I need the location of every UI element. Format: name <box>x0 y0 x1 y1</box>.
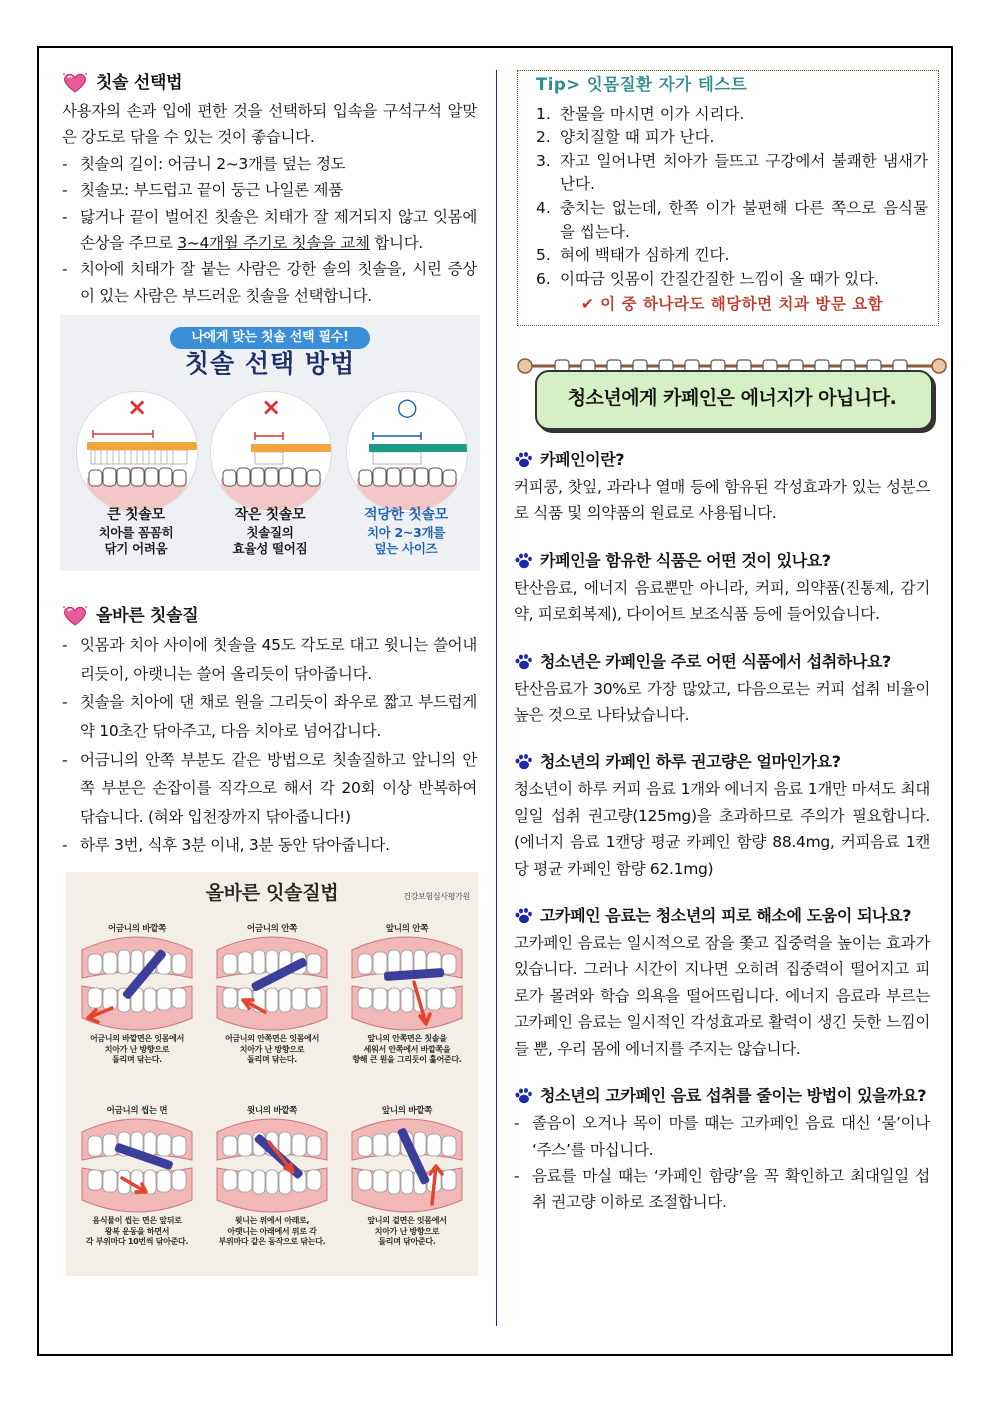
caption-line: 치아를 꼼꼼히 <box>98 525 174 541</box>
paw-icon <box>514 753 532 771</box>
caption-line: 치아가 난 방향으로 <box>239 1044 305 1054</box>
caption-line: 왕복 운동을 하면서 <box>104 1226 170 1236</box>
question <box>514 648 930 676</box>
paw-icon <box>514 552 532 570</box>
method-title: 올바른 잇솔질법 <box>205 882 339 904</box>
org-logo: 건강보험심사평가원 <box>403 892 470 901</box>
left-column <box>62 68 477 1276</box>
illustration-pill: 나에게 맞는 칫솔 선택 필수! <box>170 327 370 349</box>
brush-caption-right <box>341 507 471 557</box>
caption-line: 윗니는 위에서 아래로, <box>234 1216 310 1225</box>
tip-text: 찬물을 마시면 이가 시리다. <box>560 104 745 123</box>
caption-head: 작은 칫솔모 <box>234 507 306 524</box>
caption-line: 아랫니는 아래에서 위로 각 <box>227 1226 317 1236</box>
heart-icon <box>62 72 88 94</box>
tip-text: 혀에 백태가 심하게 낀다. <box>560 246 730 265</box>
list-item: - 칫솔모: 부드럽고 끝이 둥근 나일론 제품 <box>62 177 477 203</box>
tip-list <box>536 103 928 292</box>
tip-item <box>536 126 928 150</box>
question-text: 카페인을 함유한 식품은 어떤 것이 있나요? <box>540 550 831 570</box>
question-text: 고카페인 음료는 청소년의 피로 해소에 도움이 되나요? <box>540 906 912 926</box>
question-text: 카페인이란? <box>540 450 625 469</box>
brush-circle-small <box>210 391 332 513</box>
list-item: - 칫솔의 길이: 어금니 2~3개를 덮는 정도 <box>62 151 477 177</box>
caption-line: 음식물이 씹는 면은 앞뒤로 <box>92 1216 182 1225</box>
method-cell <box>72 916 202 1066</box>
tip-box <box>517 70 939 326</box>
caption-line: 치아가 난 방향으로 <box>374 1226 440 1236</box>
qa-block <box>514 902 930 1062</box>
brush-selection-illustration <box>60 315 480 571</box>
paw-icon <box>514 653 532 671</box>
caption-head: 적당한 칫솔모 <box>364 507 448 524</box>
list-item-text: 합니다. <box>374 234 424 253</box>
method-caption <box>207 1216 337 1248</box>
question-text: 청소년은 카페인을 주로 어떤 식품에서 섭취하나요? <box>540 651 891 671</box>
mouth-icon <box>209 930 335 1032</box>
question <box>514 1082 930 1110</box>
tip-item <box>536 268 928 292</box>
list-item: - 어금니의 안쪽 부분도 같은 방법으로 칫솔질하고 앞니의 안쪽 부분은 손잡이를 직각으로 해서 각 20회 이상 반복하여 닦습니다. (혀와 입천장까지 닦아줍니다!) <box>62 746 477 832</box>
brush-select-intro: 사용자의 손과 입에 편한 것을 선택하되 입속을 구석구석 알맞은 강도로 닦을 수 있는 것이 좋습니다. <box>62 102 477 147</box>
brush-caption-large <box>71 507 201 557</box>
method-caption <box>207 1034 337 1066</box>
paw-icon <box>514 451 532 469</box>
answer: 고카페인 음료는 일시적으로 잠을 쫓고 집중력을 높이는 효과가 있습니다. 그러나 시간이 지나면 오히려 집중력이 떨어지고 피로가 몰려와 학습 의욕을 떨어뜨립니다. 에너지 음료라 부르는 고카페인 음료는 일시적인 각성효과로 활력이 생긴 듯한 느낌이 들 뿐, 우리 몸에 에너지를 주지는 않습니다. <box>514 934 930 1058</box>
caption-line: 돌리며 닦는다. <box>247 1055 297 1064</box>
tip-item <box>536 197 928 244</box>
brush-select-list <box>62 151 477 309</box>
tip-number: 6. <box>536 269 551 288</box>
caption-line: 각 부위마다 10번씩 닦아준다. <box>85 1237 189 1246</box>
method-caption <box>72 1034 202 1066</box>
qa-block <box>514 547 930 628</box>
brushing-method-illustration <box>66 872 478 1276</box>
method-label: 앞니의 바깥쪽 <box>381 1106 433 1116</box>
right-column <box>514 446 930 1216</box>
x-mark: × <box>127 393 147 422</box>
caption-head: 큰 칫솔모 <box>107 507 165 524</box>
qa-block <box>514 1082 930 1216</box>
method-cell <box>342 1098 472 1248</box>
caption-line: 칫솔질의 <box>246 525 294 541</box>
heart-icon <box>62 605 88 627</box>
method-cell <box>207 916 337 1066</box>
list-item: - 잇몸과 치아 사이에 칫솔을 45도 각도로 대고 윗니는 쓸어내리듯이, 아랫니는 쓸어 올리듯이 닦아줍니다. <box>62 631 477 688</box>
qa-block <box>514 446 930 527</box>
question <box>514 547 930 575</box>
method-label: 윗니의 바깥쪽 <box>246 1106 298 1116</box>
brush-caption-small <box>205 507 335 557</box>
tip-number: 3. <box>536 151 551 170</box>
method-label: 앞니의 안쪽 <box>385 924 429 934</box>
underlined-text: 3~4개월 주기로 칫솔을 교체 <box>177 234 370 253</box>
brush-circle-large <box>76 391 198 513</box>
answer: 청소년이 하루 커피 음료 1개와 에너지 음료 1개만 마셔도 최대일일 섭취 권고량(125mg)을 초과하므로 주의가 필요합니다. (에너지 음료 1캔당 평균 카페인 함량 88.4mg, 커피음료 1캔당 평균 카페인 함량 62.1mg) <box>514 780 930 878</box>
caption-line: 어금니의 바깥면은 잇몸에서 <box>89 1034 185 1043</box>
qa-block <box>514 648 930 729</box>
list-item: - 칫솔을 치아에 댄 채로 원을 그리듯이 좌우로 짧고 부드럽게 약 10초간 닦아주고, 다음 치아로 넘어갑니다. <box>62 688 477 745</box>
tip-text: 이따금 잇몸이 간질간질한 느낌이 올 때가 있다. <box>560 269 879 288</box>
tip-text: 충치는 없는데, 한쪽 이가 불편해 다른 쪽으로 음식물을 씹는다. <box>560 198 928 241</box>
brush-select-title: 칫솔 선택법 <box>96 73 183 93</box>
brush-select-heading <box>62 68 477 98</box>
tip-text: 자고 일어나면 치아가 들뜨고 구강에서 불쾌한 냄새가 난다. <box>560 151 928 194</box>
caption-line: 치아가 난 방향으로 <box>104 1044 170 1054</box>
qa-block <box>514 748 930 882</box>
method-cell <box>342 916 472 1066</box>
question-text: 청소년의 카페인 하루 권고량은 얼마인가요? <box>540 752 841 772</box>
reduce-list <box>514 1110 930 1216</box>
method-label: 어금니의 바깥쪽 <box>107 924 167 934</box>
illustration-title: 칫솔 선택 방법 <box>184 349 356 379</box>
answer: 탄산음료, 에너지 음료뿐만 아니라, 커피, 의약품(진통제, 감기약, 피로회복제), 다이어트 보조식품 등에 들어있습니다. <box>514 578 930 624</box>
mouth-icon <box>74 930 200 1032</box>
tip-title: Tip> 잇몸질환 자가 테스트 <box>536 75 748 94</box>
brushing-list <box>62 631 477 860</box>
paw-icon <box>514 907 532 925</box>
x-mark: × <box>261 393 281 422</box>
caption-line: 돌리며 닦아준다. <box>378 1237 436 1246</box>
mouth-icon <box>344 1112 470 1214</box>
tip-text: 양치질할 때 피가 난다. <box>560 128 715 147</box>
caption-line: 부위마다 같은 동작으로 닦는다. <box>218 1237 326 1246</box>
method-caption <box>342 1216 472 1248</box>
mouth-icon <box>74 1112 200 1214</box>
caption-line: 닦기 어려움 <box>104 541 168 557</box>
tip-number: 4. <box>536 198 551 217</box>
caption-line: 세워서 안쪽에서 바깥쪽을 <box>363 1044 451 1054</box>
question <box>514 902 930 930</box>
caffeine-banner <box>515 352 949 436</box>
method-cell <box>72 1098 202 1248</box>
question <box>514 446 930 474</box>
method-caption <box>72 1216 202 1248</box>
list-item-text: 닳거나 끝이 벌어진 칫솔은 치태가 잘 제거되지 않고 잇몸에 손상을 주므로 <box>80 207 477 253</box>
brush-circle-right <box>346 391 468 513</box>
paw-icon <box>514 1087 532 1105</box>
tip-item <box>536 244 928 268</box>
question-text: 청소년의 고카페인 음료 섭취를 줄이는 방법이 있을까요? <box>540 1086 927 1106</box>
method-cell <box>207 1098 337 1248</box>
o-mark: ○ <box>396 393 418 422</box>
caption-line: 앞니의 겉면은 잇몸에서 <box>367 1216 447 1225</box>
mouth-icon <box>209 1112 335 1214</box>
answer: 탄산음료가 30%로 가장 많았고, 다음으로는 커피 섭취 비율이 높은 것으로 나타났습니다. <box>514 679 930 725</box>
method-label: 어금니의 안쪽 <box>246 924 298 934</box>
caption-line: 덮는 사이즈 <box>374 541 438 557</box>
list-item: - 음료를 마실 때는 ‘카페인 함량’을 꼭 확인하고 최대일일 섭취 권고량 이하로 조절합니다. <box>514 1163 930 1216</box>
list-item <box>62 204 477 257</box>
list-item: - 졸음이 오거나 목이 마를 때는 고카페인 음료 대신 ‘물’이나 ‘주스’를 마십니다. <box>514 1110 930 1163</box>
question <box>514 748 930 776</box>
tip-number: 5. <box>536 246 551 265</box>
tip-number: 1. <box>536 104 551 123</box>
banner-title: 청소년에게 카페인은 에너지가 아닙니다. <box>567 387 897 409</box>
caption-line: 향해 큰 원을 그리듯이 훑어준다. <box>352 1055 462 1064</box>
method-caption <box>342 1034 472 1066</box>
caption-line: 앞니의 안쪽면은 칫솔을 <box>367 1034 447 1043</box>
list-item: - 치아에 치태가 잘 붙는 사람은 강한 솔의 칫솔을, 시린 증상이 있는 사람은 부드러운 칫솔을 선택합니다. <box>62 256 477 309</box>
brushing-title: 올바른 칫솔질 <box>96 606 199 627</box>
tip-item <box>536 103 928 127</box>
column-divider <box>496 70 497 1326</box>
tip-warning: ✔ 이 중 하나라도 해당하면 치과 방문 요함 <box>580 295 884 314</box>
brushing-heading <box>62 601 477 631</box>
caption-line: 어금니의 안쪽면은 잇몸에서 <box>224 1034 320 1043</box>
caption-line: 돌리며 닦는다. <box>112 1055 162 1064</box>
tip-number: 2. <box>536 128 551 147</box>
answer: 커피콩, 찻잎, 과라나 열매 등에 함유된 각성효과가 있는 성분으로 식품 및 의약품의 원료로 사용됩니다. <box>514 478 930 523</box>
method-label: 어금니의 씹는 면 <box>106 1106 168 1116</box>
tip-item <box>536 150 928 197</box>
caption-line: 효율성 떨어짐 <box>232 541 308 557</box>
list-item: - 하루 3번, 식후 3분 이내, 3분 동안 닦아줍니다. <box>62 831 477 860</box>
caption-line: 치아 2~3개를 <box>366 525 446 541</box>
mouth-icon <box>344 930 470 1032</box>
